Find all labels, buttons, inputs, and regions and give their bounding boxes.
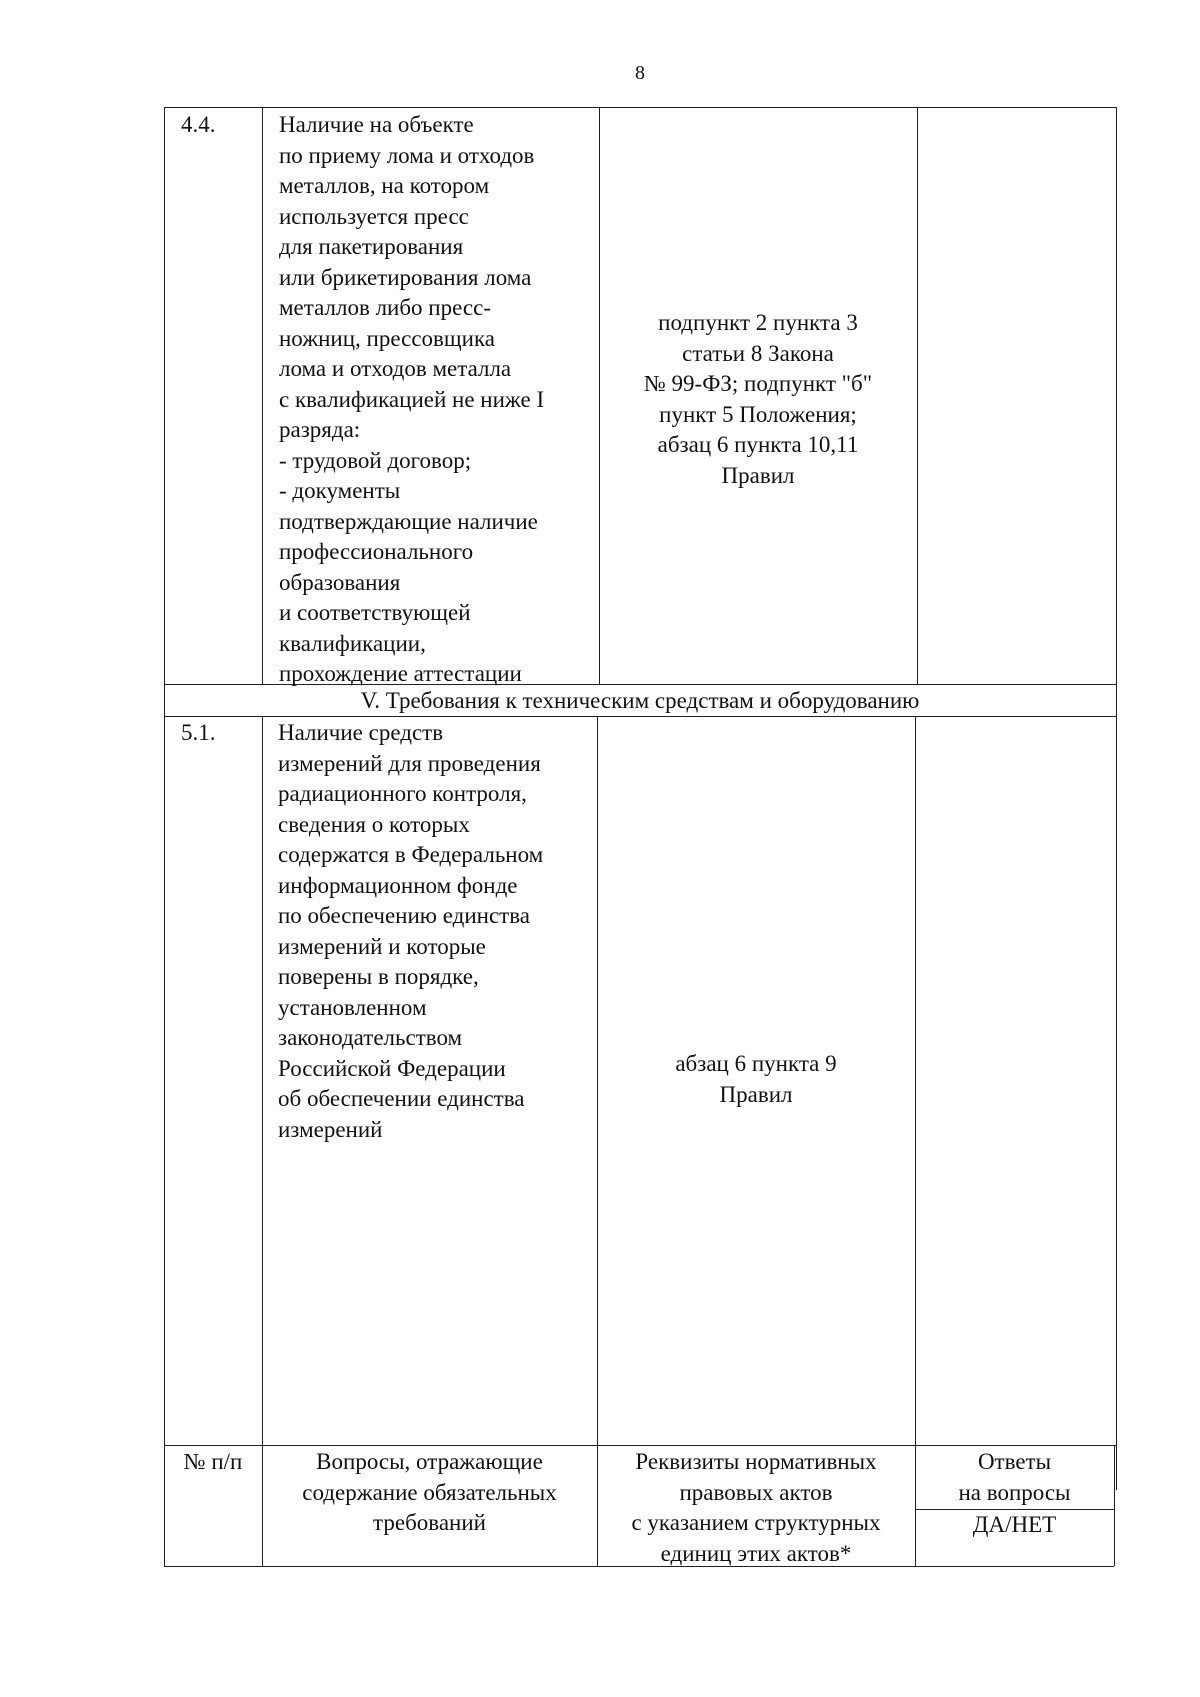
- row-44-question-line: металлов, на котором: [279, 173, 490, 198]
- header-col-questions-line: Вопросы, отражающие: [316, 1449, 543, 1474]
- row-51-divider-1: [262, 716, 263, 1490]
- header-col-answers-sub: ДА/НЕТ: [972, 1512, 1057, 1537]
- row-44-question-line: по приему лома и отходов: [279, 142, 535, 168]
- row-44-question-line: подтверждающие наличие: [279, 508, 538, 534]
- row-44-question-line: прохождение аттестации: [279, 661, 522, 686]
- row-44-reference-line: статьи 8 Закона: [682, 340, 834, 366]
- row-44-question-line: лома и отходов металла: [279, 356, 512, 381]
- row-44-question-line: образования: [279, 569, 401, 595]
- row-51-question: [278, 718, 543, 1145]
- row-44-question: [279, 110, 544, 690]
- row-51-question-line: сведения о которых: [278, 811, 470, 837]
- row-51-divider-3: [915, 716, 916, 1490]
- row-44-reference-line: Правил: [721, 462, 795, 488]
- row-44-question-line: квалификации,: [279, 630, 426, 656]
- row-51-question-line: измерений и которые: [278, 933, 486, 959]
- table-top-border: [164, 107, 1116, 108]
- row-51-question-line: поверены в порядке,: [278, 964, 479, 989]
- row-51-question-line: об обеспечении единства: [278, 1086, 525, 1111]
- row-51-question-line: радиационного контроля,: [278, 781, 527, 806]
- header-col-answers: [915, 1447, 1114, 1508]
- row-51-question-line: измерений: [278, 1116, 383, 1142]
- header-col-questions: [262, 1447, 597, 1539]
- header-col-references-line: с указанием структурных: [631, 1510, 881, 1535]
- row-44-question-line: для пакетирования: [279, 234, 464, 259]
- header-col-questions-line: требований: [373, 1510, 486, 1535]
- row-44-reference: [599, 308, 917, 491]
- row-44-question-line: с квалификацией не ниже I: [279, 386, 545, 412]
- row-51-question-line: по обеспечению единства: [278, 903, 530, 928]
- row-44-reference-line: абзац 6 пункта 10,11: [657, 432, 859, 457]
- section-v-title: V. Требования к техническим средствам и оборудованию: [360, 688, 920, 713]
- row-51-question-line: информационном фонде: [278, 872, 518, 898]
- header-right-border: [1114, 1445, 1115, 1566]
- row-51-question-line: Российской Федерации: [278, 1055, 506, 1081]
- row-51-question-line: установленном: [278, 994, 427, 1020]
- row-51-question-line: содержатся в Федеральном: [278, 842, 544, 867]
- row-44-question-line: профессионального: [279, 539, 474, 564]
- header-col-questions-line: содержание обязательных: [302, 1479, 557, 1505]
- row-44-question-line: Наличие на объекте: [279, 112, 474, 137]
- row-44-reference-line: пункт 5 Положения;: [659, 401, 857, 427]
- row-44-question-line: используется пресс: [279, 203, 469, 229]
- header-col-references-line: единиц этих актов*: [660, 1540, 852, 1566]
- table-left-border: [164, 107, 165, 1490]
- row-44-question-line: - документы: [279, 478, 401, 503]
- row-51-question-line: измерений для проведения: [278, 750, 541, 776]
- row-44-question-line: - трудовой договор;: [279, 447, 472, 473]
- header-col-number: № п/п: [183, 1449, 243, 1474]
- row-51-question-line: Наличие средств: [278, 720, 444, 745]
- header-top-border: [164, 1445, 1114, 1446]
- row-51-reference-line: Правил: [719, 1081, 793, 1107]
- row-44-reference-line: подпункт 2 пункта 3: [658, 310, 858, 335]
- row-44-number: 4.4.: [181, 112, 216, 137]
- table-right-border: [1116, 107, 1117, 1490]
- header-col-answers-line: Ответы: [977, 1449, 1052, 1474]
- row-44-question-line: или брикетирования лома: [279, 264, 532, 290]
- row-44-question-line: разряда:: [279, 417, 361, 442]
- header-col-references-line: правовых актов: [679, 1479, 833, 1505]
- row-44-divider-3: [917, 107, 918, 684]
- row-44-question-line: и соответствующей: [279, 600, 471, 625]
- row-51-number: 5.1.: [181, 720, 216, 745]
- row-44-question-line: ножниц, прессовщика: [279, 325, 495, 351]
- row-51-reference-line: абзац 6 пункта 9: [675, 1051, 837, 1076]
- page-number: 8: [635, 62, 645, 84]
- header-col-references-line: Реквизиты нормативных: [635, 1449, 877, 1474]
- row-51-reference: [597, 1049, 915, 1110]
- row-44-reference-line: № 99-ФЗ; подпункт "б": [643, 371, 873, 396]
- row-44-question-line: металлов либо пресс-: [279, 295, 491, 320]
- header-col-answers-line: на вопросы: [958, 1479, 1071, 1505]
- header-col-references: [597, 1447, 915, 1569]
- row-51-question-line: законодательством: [278, 1025, 463, 1050]
- row-44-divider-1: [262, 107, 263, 684]
